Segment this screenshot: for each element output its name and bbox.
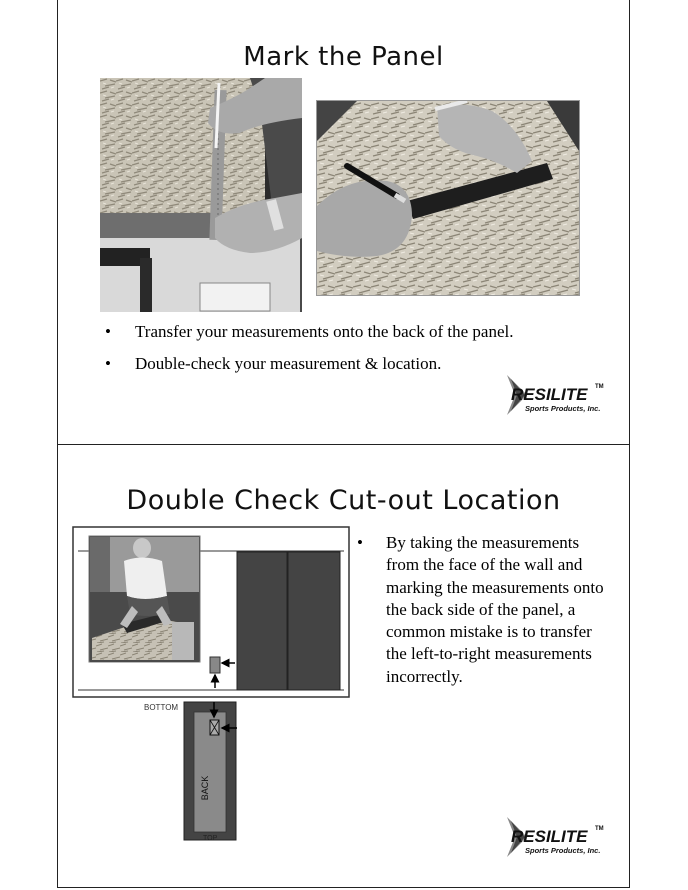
slide-2-paragraph: By taking the measurements from the face of the wall and marking the measurements onto the back side of the panel, a common mistake is to transfer the left-to-right measurements incorrectly. (386, 533, 604, 686)
bullet-transfer-measurements: • Transfer your measurements onto the back of the panel. (105, 322, 585, 342)
slide-2-title: Double Check Cut-out Location (126, 485, 561, 516)
resilite-logo (505, 375, 605, 419)
resilite-logo-2 (505, 817, 605, 861)
logo-brand-text: RESILITE (511, 827, 588, 846)
bullet-double-check: • Double-check your measurement & location. (105, 354, 585, 374)
cutout-location-diagram (72, 526, 354, 842)
logo-tagline: Sports Products, Inc. (525, 846, 601, 855)
diagram-top-label: TOP (203, 835, 218, 842)
logo-trademark: TM (595, 826, 604, 832)
slide-1-title: Mark the Panel (243, 42, 444, 72)
logo-trademark: TM (595, 384, 604, 390)
logo-tagline: Sports Products, Inc. (525, 404, 601, 413)
slide-divider (57, 444, 630, 445)
slide-2-bullet-marker: • (357, 533, 363, 552)
logo-brand-text: RESILITE (511, 385, 588, 404)
inset-photo-worker (89, 536, 200, 662)
diagram-back-label: BACK (200, 775, 210, 801)
marking-photo-left (100, 78, 302, 312)
marking-photo-right (316, 100, 580, 296)
diagram-bottom-label: BOTTOM (144, 703, 179, 712)
